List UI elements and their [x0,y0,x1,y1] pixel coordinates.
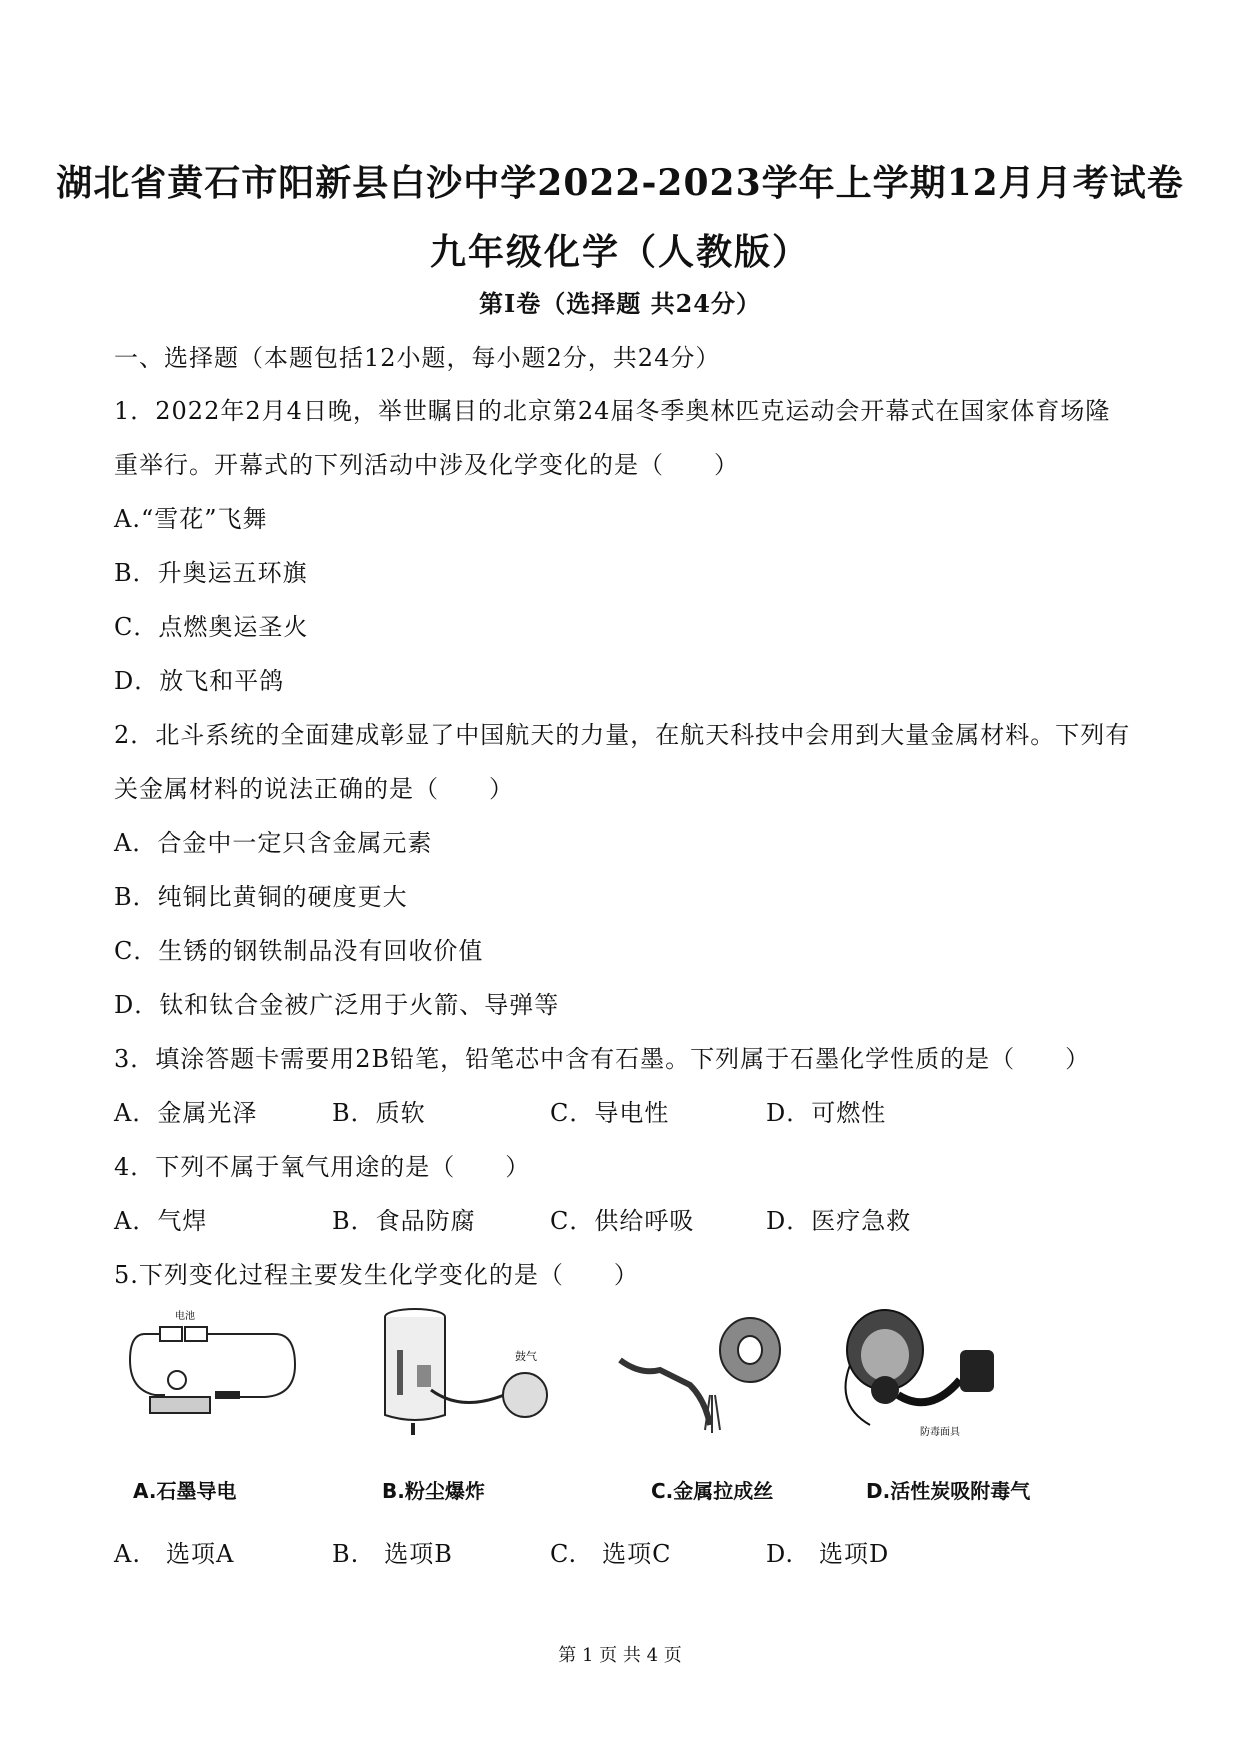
q4-option-d: D．医疗急救 [766,1207,912,1235]
q2-option-c: C．生锈的钢铁制品没有回收价值 [114,937,484,965]
battery-label: 电池 [175,1311,195,1322]
q5-option-c: C. 选项C [550,1540,672,1568]
q3-stem: 3．填涂答题卡需要用2B铅笔，铅笔芯中含有石墨。下列属于石墨化学性质的是（ ） [114,1045,1091,1073]
figure-b-caption: B.粉尘爆炸 [382,1479,485,1503]
dust-explosion-figure-icon [375,1305,565,1445]
q3-option-b: B．质软 [332,1099,426,1127]
circuit-figure-icon [125,1305,305,1440]
page-subtitle: 九年级化学（人教版） [429,231,810,273]
q3-option-a: A．金属光泽 [114,1099,258,1127]
figure-d-caption: D.活性炭吸附毒气 [866,1479,1031,1503]
q5-option-b: B. 选项B [332,1540,453,1568]
q1-stem-line2: 重举行。开幕式的下列活动中涉及化学变化的是（ ） [114,451,739,479]
q2-option-d: D．钛和钛合金被广泛用于火箭、导弹等 [114,991,560,1019]
q1-option-d: D．放飞和平鸽 [114,667,285,695]
blow-label: 鼓气 [515,1350,537,1363]
q4-option-a: A．气焊 [114,1207,208,1235]
q3-option-c: C．导电性 [550,1099,670,1127]
metal-wire-figure-icon [610,1305,810,1445]
q5-option-d: D. 选项D [766,1540,890,1568]
gas-mask-label: 防毒面具 [920,1427,960,1438]
q2-option-a: A．合金中一定只含金属元素 [114,829,433,857]
q5-stem: 5.下列变化过程主要发生化学变化的是（ ） [114,1261,639,1289]
page-title: 湖北省黄石市阳新县白沙中学2022-2023学年上学期12月月考试卷 [56,162,1184,204]
q1-stem-line1: 1．2022年2月4日晚，举世瞩目的北京第24届冬季奥林匹克运动会开幕式在国家体育场隆 [114,397,1111,425]
figure-a-caption: A.石墨导电 [133,1479,237,1503]
part-heading: 第Ⅰ卷（选择题 共24分） [479,289,761,318]
section-heading: 一、选择题（本题包括12小题，每小题2分，共24分） [114,344,721,372]
q4-option-b: B．食品防腐 [332,1207,476,1235]
gas-mask-figure-icon [830,1305,1030,1445]
q1-option-b: B．升奥运五环旗 [114,559,308,587]
q5-option-a: A. 选项A [114,1540,235,1568]
q4-stem: 4．下列不属于氧气用途的是（ ） [114,1153,531,1181]
figure-c-caption: C.金属拉成丝 [651,1479,774,1503]
q1-option-a: A.“雪花”飞舞 [114,505,268,533]
q2-stem-line1: 2．北斗系统的全面建成彰显了中国航天的力量，在航天科技中会用到大量金属材料。下列有 [114,721,1131,749]
q3-option-d: D．可燃性 [766,1099,887,1127]
q4-option-c: C．供给呼吸 [550,1207,695,1235]
q2-stem-line2: 关金属材料的说法正确的是（ ） [114,775,514,803]
q1-option-c: C．点燃奥运圣火 [114,613,309,641]
q2-option-b: B．纯铜比黄铜的硬度更大 [114,883,408,911]
page-footer: 第 1 页 共 4 页 [558,1645,682,1666]
